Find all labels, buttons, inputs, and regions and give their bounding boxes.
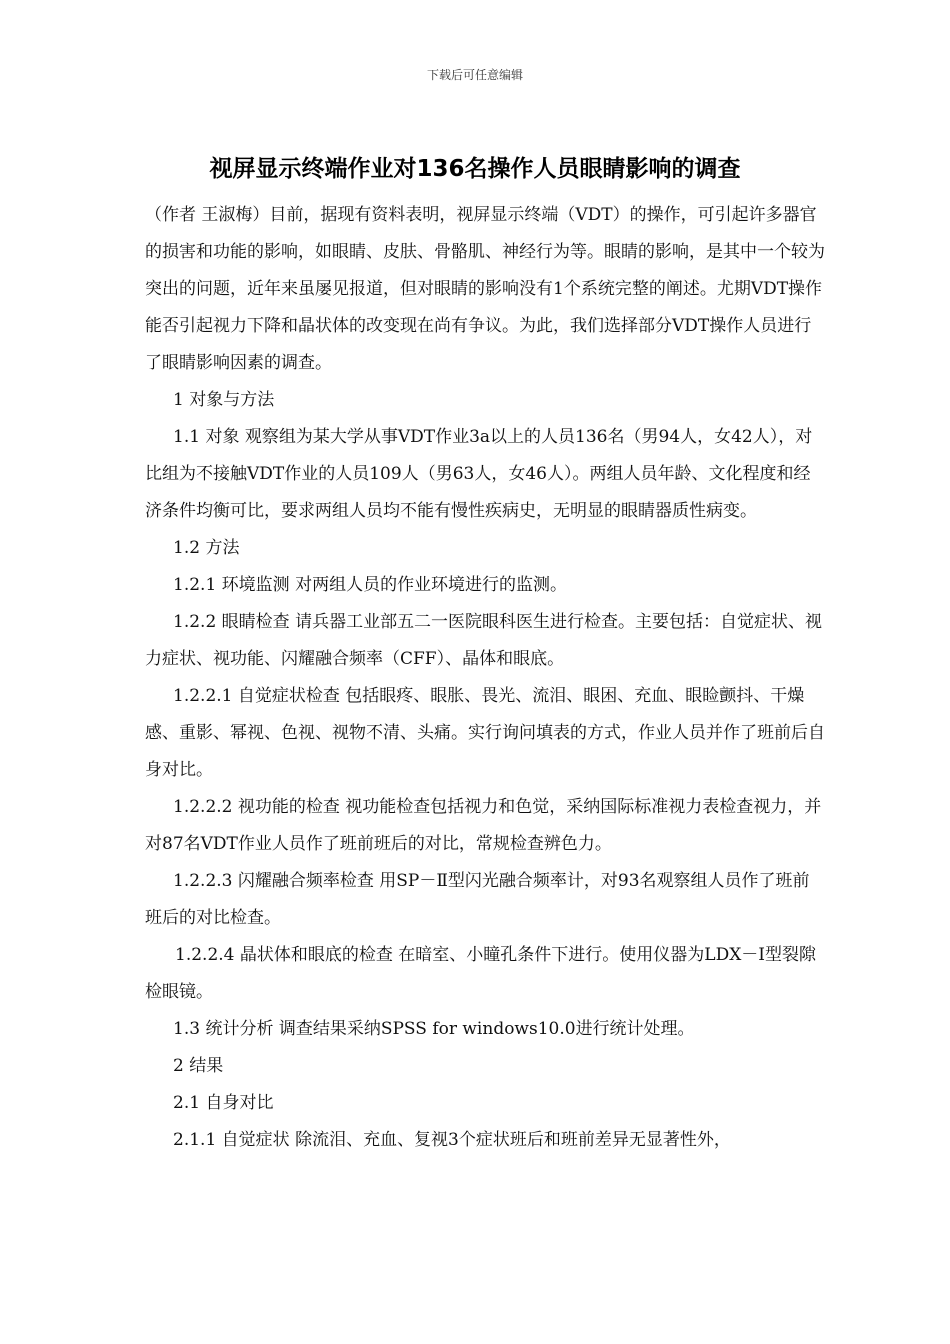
paragraph: 1.2.2.2 视功能的检查 视功能检查包括视力和色觉，采纳国际标准视力表检查视力，并对87名VDT作业人员作了班前班后的对比，常规检查辨色力。	[145, 797, 822, 854]
paragraph: 1.2.2.1 自觉症状检查 包括眼疼、眼胀、畏光、流泪、眼困、充血、眼睑颤抖、干燥感、重影、幂视、色视、视物不清、头痛。实行询问填表的方式，作业人员并作了班前后自身对比。	[145, 686, 825, 780]
paragraph: 1.2.2.4 晶状体和眼底的检查 在暗室、小瞳孔条件下进行。使用仪器为LDX－Ⅰ型裂隙检眼镜。	[145, 945, 817, 1002]
section-heading: 2 结果	[173, 1056, 224, 1076]
paragraph: 2.1.1 自觉症状 除流泪、充血、复视3个症状班后和班前差异无显著性外，	[173, 1130, 731, 1150]
paragraph: 力症状、视功能、闪耀融合频率（CFF）、晶体和眼底。	[145, 649, 565, 669]
section-heading: 1.2 方法	[173, 538, 240, 558]
paragraph: 1.2.2 眼睛检查 请兵器工业部五二一医院眼科医生进行检查。主要包括：自觉症状、视	[173, 612, 823, 632]
paragraph: 1.1 对象 观察组为某大学从事VDT作业3a以上的人员136名（男94人，女42人），对比组为不接触VDT作业的人员109人（男63人，女46人）。两组人员年龄、文化程度和经济条件均衡可比，要求两组人员均不能有慢性疾病史，无明显的眼睛器质性病变。	[145, 427, 813, 521]
section-heading: 2.1 自身对比	[173, 1093, 274, 1113]
header-note: 下载后可任意编辑	[426, 68, 523, 82]
paragraph: 1.2.1 环境监测 对两组人员的作业环境进行的监测。	[173, 575, 568, 595]
section-heading: 1 对象与方法	[173, 390, 275, 410]
document-title: 视屏显示终端作业对136名操作人员眼睛影响的调查	[209, 156, 741, 182]
paragraph: 1.3 统计分析 调查结果采纳SPSS for windows10.0进行统计处理。	[173, 1019, 695, 1039]
paragraph: 1.2.2.3 闪耀融合频率检查 用SP－Ⅱ型闪光融合频率计，对93名观察组人员作了班前班后的对比检查。	[145, 871, 810, 928]
intro-paragraph: （作者 王淑梅）目前，据现有资料表明，视屏显示终端（VDT）的操作，可引起许多器官的损害和功能的影响，如眼睛、皮肤、骨骼肌、神经行为等。眼睛的影响，是其中一个较为突出的问题，近年来虽屡见报道，但对眼睛的影响没有1个系统完整的阐述。尤期VDT操作能否引起视力下降和晶状体的改变现在尚有争议。为此，我们选择部分VDT操作人员进行了眼睛影响因素的调查。	[145, 205, 825, 373]
document-body	[145, 197, 825, 1159]
